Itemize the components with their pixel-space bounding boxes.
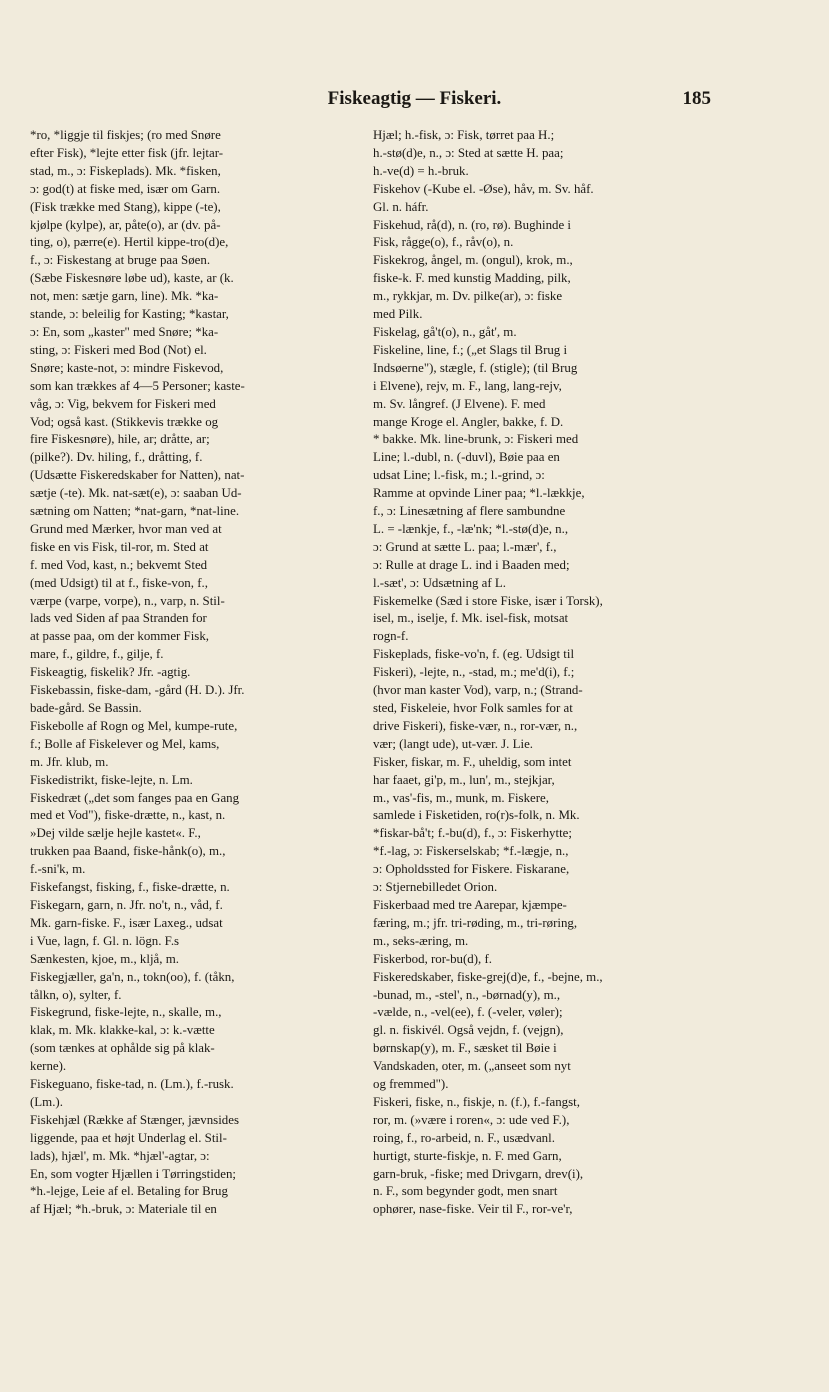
text-line: *ro, *liggje til fiskjes; (ro med Snøre — [30, 128, 221, 142]
text-line: (Sæbe Fiskesnøre løbe ud), kaste, ar (k. — [30, 271, 234, 286]
text-line: h.-stø(d)e, n., ɔ: Sted at sætte H. paa; — [373, 145, 564, 160]
text-line: fiske-k. F. med kunstig Madding, pilk, — [373, 271, 571, 286]
text-line: i Vue, lagn, f. Gl. n. lögn. F.s — [30, 933, 180, 948]
text-line: f. med Vod, kast, n.; bekvemt Sted — [30, 557, 208, 572]
text-line: *h.-lejge, Leie af el. Betaling for Brug — [30, 1184, 228, 1199]
text-line: sted, Fiskeleie, hvor Folk samles for at — [373, 701, 573, 715]
text-line: isel, m., iselje, f. Mk. isel-fisk, motsat — [373, 611, 569, 626]
text-line: ɔ: En, som „kaster" med Snøre; *ka- — [30, 324, 219, 339]
text-line: Ramme at opvinde Liner paa; *l.-lækkje, — [373, 486, 585, 501]
text-line: rogn-f. — [373, 629, 409, 644]
text-line: Fiskerbod, ror-bu(d), f. — [373, 951, 492, 966]
text-line: Fiskedistrikt, fiske-lejte, n. Lm. — [30, 772, 193, 787]
text-line: fiske en vis Fisk, til-ror, m. Sted at — [30, 539, 209, 554]
text-line: Fiskegarn, garn, n. Jfr. no't, n., våd, f. — [30, 897, 223, 912]
text-line: med et Vod"), fiske-drætte, n., kast, n. — [30, 808, 226, 823]
text-line: med Pilk. — [373, 307, 423, 322]
text-line: som kan trækkes af 4—5 Personer; kaste- — [30, 378, 245, 393]
text-line: ophører, nase-fiske. Veir til F., ror-ve'r, — [373, 1202, 573, 1217]
text-line: L. = -lænkje, f., -læ'nk; *l.-stø(d)e, n., — [373, 521, 569, 536]
text-line: børnskap(y), m. F., sæsket til Bøie i — [373, 1041, 557, 1056]
text-line: tålkn, o), sylter, f. — [30, 987, 122, 1002]
text-line: Sænkesten, kjoe, m., kljå, m. — [30, 951, 179, 966]
text-line: kjølpe (kylpe), ar, påte(o), ar (dv. på- — [30, 217, 221, 232]
text-line: Fiskeri), -lejte, n., -stad, m.; me'd(i), f.; — [373, 665, 575, 680]
right-column — [373, 127, 719, 1377]
text-line: Vod; også kast. (Stikkevis trække og — [30, 414, 219, 429]
text-line: *f.-lag, ɔ: Fiskerselskab; *f.-lægje, n., — [373, 844, 569, 859]
text-line: *fiskar-bå't; f.-bu(d), f., ɔ: Fiskerhytte; — [373, 826, 572, 841]
text-line: liggende, paa et højt Underlag el. Stil- — [30, 1130, 227, 1145]
text-line: Fiskebassin, fiske-dam, -gård (H. D.). Jfr. — [30, 683, 245, 698]
text-line: stande, ɔ: beleilig for Kasting; *kastar, — [30, 307, 229, 322]
text-line: Fiskegrund, fiske-lejte, n., skalle, m., — [30, 1005, 222, 1020]
text-line: Fiskelag, gå't(o), n., gåt', m. — [373, 324, 517, 339]
text-line: Gl. n. háfr. — [373, 199, 429, 214]
text-line: ɔ: Grund at sætte L. paa; l.-mær', f., — [373, 539, 557, 554]
text-line: lads), hjæl', m. Mk. *hjæl'-agtar, ɔ: — [30, 1148, 210, 1163]
text-line: mange Kroge el. Angler, bakke, f. D. — [373, 414, 564, 429]
text-line: i Elvene), rejv, m. F., lang, lang-rejv, — [373, 378, 562, 393]
text-line: sætje (-te). Mk. nat-sæt(e), ɔ: saaban Ud- — [30, 486, 242, 501]
text-line: m., seks-æring, m. — [373, 933, 469, 948]
text-line: Mk. garn-fiske. F., især Laxeg., udsat — [30, 915, 223, 930]
text-line: Hjæl; h.-fisk, ɔ: Fisk, tørret paa H.; — [373, 128, 555, 142]
text-line: (Fisk trække med Stang), kippe (-te), — [30, 199, 221, 214]
text-line: n. F., som begynder godt, men snart — [373, 1184, 558, 1199]
text-line: ɔ: god(t) at fiske med, især om Garn. — [30, 181, 221, 196]
text-line: (Udsætte Fiskeredskaber for Natten), nat- — [30, 468, 245, 483]
text-line: f.; Bolle af Fiskelever og Mel, kams, — [30, 736, 220, 751]
text-line: Fiskeri, fiske, n., fiskje, n. (f.), f.-fangst, — [373, 1094, 580, 1109]
text-line: Fiskehov (-Kube el. -Øse), håv, m. Sv. håf. — [373, 181, 594, 196]
text-line: sting, ɔ: Fiskeri med Bod (Not) el. — [30, 342, 207, 357]
text-line: m. Sv. långref. (J Elvene). F. med — [373, 396, 546, 411]
text-line: værpe (varpe, vorpe), n., varp, n. Stil- — [30, 593, 225, 608]
text-line: Fiskerbaad med tre Aarepar, kjæmpe- — [373, 897, 567, 912]
text-line: »Dej vilde sælje hejle kastet«. F., — [30, 826, 201, 841]
text-line: * bakke. Mk. line-brunk, ɔ: Fiskeri med — [373, 432, 579, 447]
text-line: kerne). — [30, 1059, 67, 1074]
text-line: Fiskehud, rå(d), n. (ro, rø). Bughinde i — [373, 217, 571, 232]
left-column — [30, 127, 366, 1377]
text-line: ɔ: Opholdssted for Fiskere. Fiskarane, — [373, 862, 570, 877]
text-line: Grund med Mærker, hvor man ved at — [30, 521, 222, 536]
text-line: l.-sæt', ɔ: Udsætning af L. — [373, 575, 507, 590]
text-line: h.-ve(d) = h.-bruk. — [373, 163, 469, 178]
text-line: En, som vogter Hjællen i Tørringstiden; — [30, 1166, 236, 1181]
text-line: (Lm.). — [30, 1094, 63, 1109]
text-line: m., vas'-fis, m., munk, m. Fiskere, — [373, 790, 549, 805]
text-line: efter Fisk), *lejte etter fisk (jfr. lejtar- — [30, 145, 224, 160]
text-line: garn-bruk, -fiske; med Drivgarn, drev(i), — [373, 1166, 584, 1181]
text-line: Fiskeredskaber, fiske-grej(d)e, f., -bejne, m., — [373, 969, 603, 984]
text-line: og fremmed"). — [373, 1077, 449, 1092]
text-line: Fiskedræt („det som fanges paa en Gang — [30, 790, 240, 805]
text-line: Fiskeline, line, f.; („et Slags til Brug i — [373, 342, 568, 357]
text-line: (hvor man kaster Vod), varp, n.; (Strand- — [373, 683, 583, 698]
text-line: (med Udsigt) til at f., fiske-von, f., — [30, 575, 208, 590]
text-line: gl. n. fiskivél. Også vejdn, f. (vejgn), — [373, 1023, 564, 1038]
text-line: lads ved Siden af paa Stranden for — [30, 611, 207, 626]
text-line: udsat Line; l.-fisk, m.; l.-grind, ɔ: — [373, 468, 545, 483]
text-line: klak, m. Mk. klakke-kal, ɔ: k.-vætte — [30, 1023, 215, 1038]
text-line: m. Jfr. klub, m. — [30, 754, 109, 769]
text-line: Vandskaden, oter, m. („anseet som nyt — [373, 1059, 571, 1074]
text-line: har faaet, gi'p, m., lun', m., stejkjar, — [373, 772, 555, 787]
text-line: stad, m., ɔ: Fiskeplads). Mk. *fisken, — [30, 163, 221, 178]
text-line: af Hjæl; *h.-bruk, ɔ: Materiale til en — [30, 1202, 217, 1217]
text-line: mare, f., gildre, f., gilje, f. — [30, 647, 164, 662]
text-line: f., ɔ: Fiskestang at bruge paa Søen. — [30, 253, 211, 268]
text-line: færing, m.; jfr. tri-røding, m., tri-røring, — [373, 915, 578, 930]
text-line: Fiskeplads, fiske-vo'n, f. (eg. Udsigt til — [373, 647, 575, 662]
text-line: Fiskegjæller, ga'n, n., tokn(oo), f. (tåkn, — [30, 969, 235, 984]
text-line: sætning om Natten; *nat-garn, *nat-line. — [30, 504, 240, 519]
text-line: Fiskeguano, fiske-tad, n. (Lm.), f.-rusk. — [30, 1077, 234, 1092]
text-line: at passe paa, om der kommer Fisk, — [30, 629, 209, 644]
text-line: ɔ: Rulle at drage L. ind i Baaden med; — [373, 557, 570, 572]
text-line: Fiskehjæl (Række af Stænger, jævnsides — [30, 1112, 239, 1127]
text-line: f.-sni'k, m. — [30, 862, 86, 877]
text-line: hurtigt, sturte-fiskje, n. F. med Garn, — [373, 1148, 562, 1163]
text-line: (pilke?). Dv. hiling, f., dråtting, f. — [30, 450, 203, 465]
page-title: Fiskeagtig — Fiskeri. — [327, 88, 502, 109]
text-line: Fiskekrog, ångel, m. (ongul), krok, m., — [373, 253, 573, 268]
text-line: roing, f., ro-arbeid, n. F., usædvanl. — [373, 1130, 555, 1145]
text-line: vær; (langt ude), ut-vær. J. Lie. — [373, 736, 534, 751]
text-line: fire Fiskesnøre), hile, ar; dråtte, ar; — [30, 432, 210, 447]
text-line: Fiskebolle af Rogn og Mel, kumpe-rute, — [30, 718, 238, 733]
text-line: -vælde, n., -vel(ee), f. (-veler, vøler); — [373, 1005, 563, 1020]
text-line: Fisker, fiskar, m. F., uheldig, som intet — [373, 754, 572, 769]
text-line: ror, m. (»være i roren«, ɔ: ude ved F.), — [373, 1112, 570, 1127]
text-line: Fiskemelke (Sæd i store Fiske, især i Torsk), — [373, 593, 603, 608]
text-line: (som tænkes at ophålde sig på klak- — [30, 1041, 215, 1056]
text-line: ting, o), pærre(e). Hertil kippe-tro(d)e, — [30, 235, 229, 250]
text-line: Line; l.-dubl, n. (-duvl), Bøie paa en — [373, 450, 560, 465]
text-line: Snøre; kaste-not, ɔ: mindre Fiskevod, — [30, 360, 224, 375]
running-head — [0, 88, 829, 116]
page-number: 185 — [682, 88, 711, 109]
text-line: våg, ɔ: Vig, bekvem for Fiskeri med — [30, 396, 216, 411]
text-line: Indsøerne"), stægle, f. (stigle); (til Brug — [373, 360, 578, 375]
text-line: ɔ: Stjernebilledet Orion. — [373, 880, 498, 895]
text-line: bade-gård. Se Bassin. — [30, 701, 142, 715]
text-line: not, men: sætje garn, line). Mk. *ka- — [30, 289, 219, 304]
text-line: -bunad, m., -stel', n., -børnad(y), m., — [373, 987, 561, 1002]
text-line: drive Fiskeri), fiske-vær, n., ror-vær, n., — [373, 718, 578, 733]
text-line: samlede i Fisketiden, ro(r)s-folk, n. Mk. — [373, 808, 580, 823]
text-line: Fisk, rågge(o), f., råv(o), n. — [373, 235, 514, 250]
text-line: m., rykkjar, m. Dv. pilke(ar), ɔ: fiske — [373, 289, 563, 304]
text-line: trukken paa Baand, fiske-hånk(o), m., — [30, 844, 226, 859]
text-line: Fiskeagtig, fiskelik? Jfr. -agtig. — [30, 665, 191, 680]
text-line: Fiskefangst, fisking, f., fiske-drætte, n. — [30, 880, 230, 895]
text-line: f., ɔ: Linesætning af flere sambundne — [373, 504, 566, 519]
